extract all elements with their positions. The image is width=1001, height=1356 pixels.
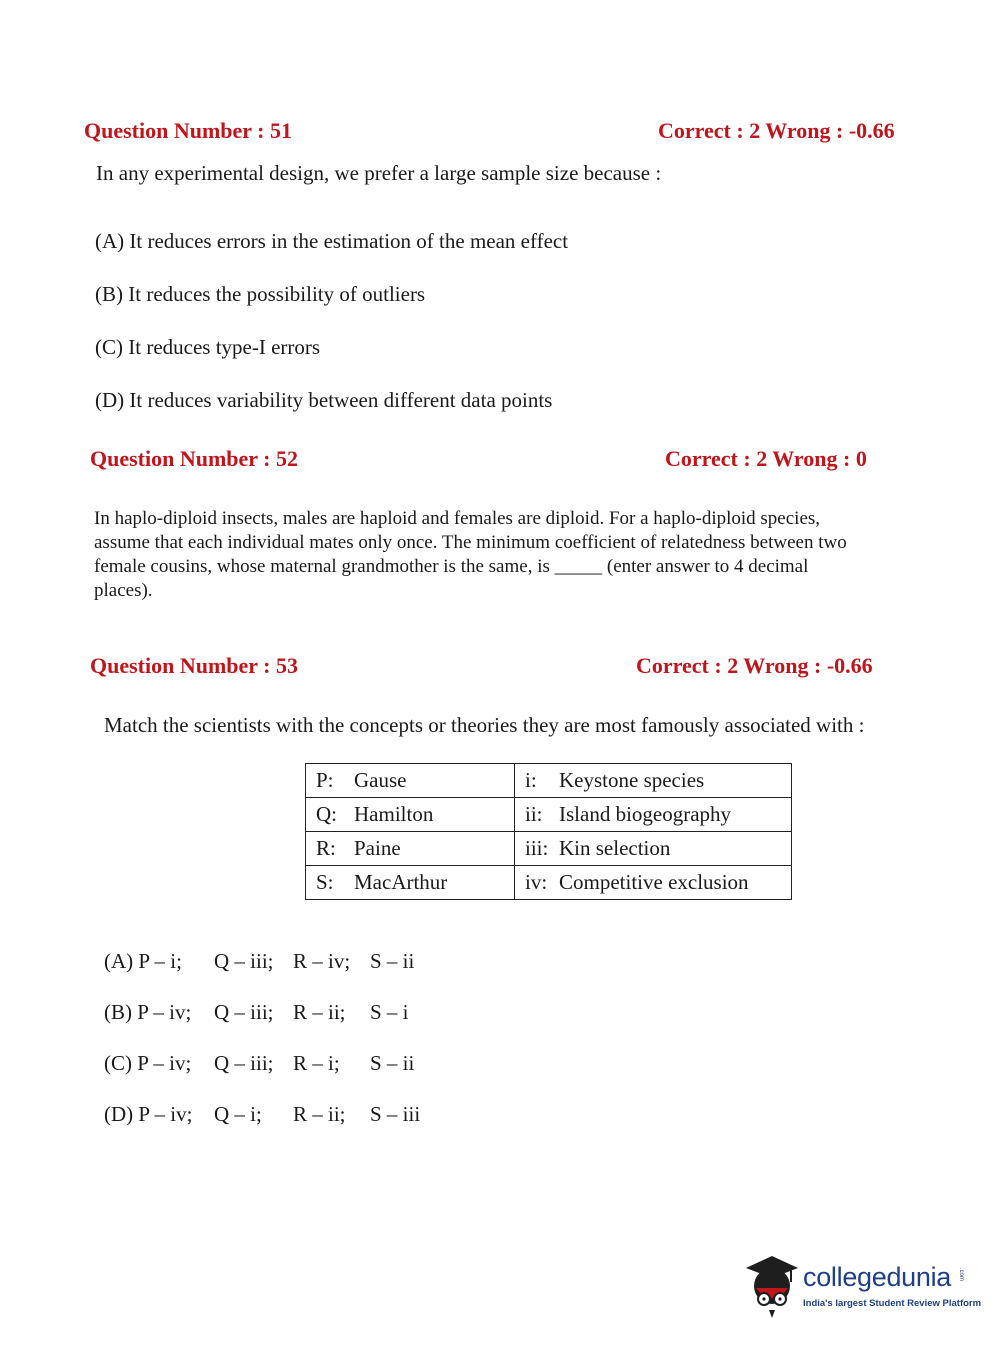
- q51-option-a: (A) It reduces errors in the estimation of the mean effect: [95, 229, 569, 253]
- left-value: MacArthur: [354, 870, 448, 894]
- q52-line-1: In haplo-diploid insects, males are haploid and females are diploid. For a haplo-diploid species,: [94, 508, 821, 529]
- q53-marks: Correct : 2 Wrong : -0.66: [636, 653, 873, 678]
- table-cell-left: [306, 764, 515, 798]
- table-cell-right: [515, 764, 792, 798]
- table-row: [306, 798, 792, 832]
- match-table: [305, 763, 792, 900]
- option-part: S – ii: [370, 949, 415, 973]
- left-value: Paine: [354, 836, 401, 860]
- option-part: R – i;: [293, 1051, 340, 1075]
- q53-heading: Question Number : 53: [90, 653, 298, 678]
- q53-question: Match the scientists with the concepts or theories they are most famously associated with :: [104, 713, 865, 737]
- q51-question: In any experimental design, we prefer a large sample size because :: [96, 161, 662, 185]
- table-cell-right: [515, 832, 792, 866]
- q53-option-b: [104, 1000, 409, 1025]
- left-key: Q:: [316, 802, 337, 826]
- left-value: Gause: [354, 768, 407, 792]
- right-value: Keystone species: [559, 768, 705, 792]
- q53-option-a: [104, 949, 414, 974]
- q51-option-d: (D) It reduces variability between different data points: [95, 388, 553, 412]
- table-cell-left: [306, 866, 515, 900]
- q52-line-2: assume that each individual mates only once. The minimum coefficient of relatedness between two: [94, 532, 847, 553]
- right-key: i:: [525, 768, 537, 792]
- option-part: S – ii: [370, 1051, 415, 1075]
- q51-option-b: (B) It reduces the possibility of outliers: [95, 282, 426, 306]
- left-key: P:: [316, 768, 334, 792]
- option-part: S – iii: [370, 1102, 421, 1126]
- brand-tagline: India's largest Student Review Platform: [803, 1298, 982, 1309]
- option-part: Q – i;: [214, 1102, 262, 1126]
- left-key: S:: [316, 870, 334, 894]
- option-part: R – ii;: [293, 1000, 346, 1024]
- option-part: R – ii;: [293, 1102, 346, 1126]
- option-part: R – iv;: [293, 949, 351, 973]
- option-part: S – i: [370, 1000, 409, 1024]
- right-key: iv:: [525, 870, 548, 894]
- table-row: [306, 764, 792, 798]
- left-key: R:: [316, 836, 336, 860]
- table-row: [306, 866, 792, 900]
- brand-suffix: .com: [958, 1268, 964, 1282]
- q51-marks: Correct : 2 Wrong : -0.66: [658, 118, 895, 143]
- option-part: Q – iii;: [214, 1000, 274, 1024]
- left-value: Hamilton: [354, 802, 434, 826]
- brand-name: collegedunia: [803, 1262, 952, 1292]
- option-part: (C) P – iv;: [104, 1051, 192, 1075]
- right-value: Kin selection: [559, 836, 671, 860]
- table-cell-left: [306, 832, 515, 866]
- option-part: (A) P – i;: [104, 949, 182, 973]
- option-part: Q – iii;: [214, 1051, 274, 1075]
- right-value: Competitive exclusion: [559, 870, 749, 894]
- q52-marks: Correct : 2 Wrong : 0: [665, 446, 867, 471]
- option-part: (B) P – iv;: [104, 1000, 192, 1024]
- table-cell-left: [306, 798, 515, 832]
- right-value: Island biogeography: [559, 802, 732, 826]
- option-part: Q – iii;: [214, 949, 274, 973]
- q51-heading: Question Number : 51: [84, 118, 292, 143]
- right-key: ii:: [525, 802, 543, 826]
- table-cell-right: [515, 798, 792, 832]
- q52-heading: Question Number : 52: [90, 446, 298, 471]
- table-row: [306, 832, 792, 866]
- q52-line-3: female cousins, whose maternal grandmother is the same, is _____ (enter answer to 4 decimal: [94, 556, 809, 577]
- right-key: iii:: [525, 836, 549, 860]
- q51-option-c: (C) It reduces type-I errors: [95, 335, 321, 359]
- q53-option-c: [104, 1051, 414, 1076]
- q52-line-4: places).: [94, 580, 153, 601]
- q53-option-d: [104, 1102, 420, 1127]
- option-part: (D) P – iv;: [104, 1102, 193, 1126]
- table-cell-right: [515, 866, 792, 900]
